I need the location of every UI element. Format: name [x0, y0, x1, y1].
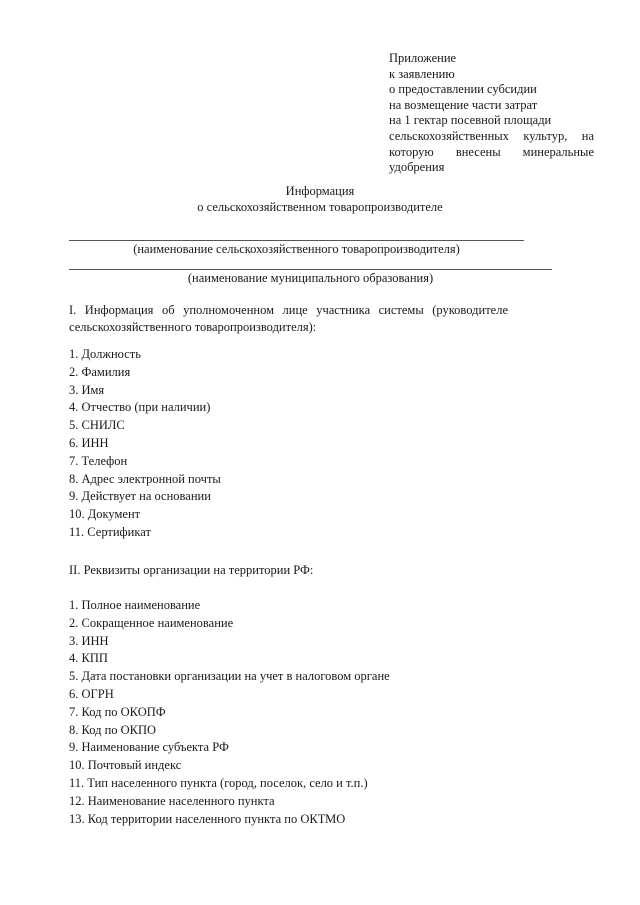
list-item: 13. Код территории населенного пункта по ОКТМО: [69, 811, 346, 826]
list-item: 7. Код по ОКОПФ: [69, 704, 166, 719]
list-item: 7. Телефон: [69, 453, 128, 468]
appendix-line: которую внесены минеральные: [389, 144, 594, 159]
appendix-line: удобрения: [389, 160, 445, 175]
section-1-heading-line: сельскохозяйственного товаропроизводителя):: [69, 319, 317, 334]
appendix-note: [389, 51, 594, 176]
document-subtitle: о сельскохозяйственном товаропроизводителе: [197, 200, 443, 214]
list-item: 9. Наименование субъекта РФ: [69, 740, 229, 755]
list-item: 12. Наименование населенного пункта: [69, 793, 275, 808]
list-item: 2. Фамилия: [69, 364, 131, 379]
list-item: 10. Документ: [69, 507, 141, 522]
municipality-caption: (наименование муниципального образования): [187, 271, 434, 285]
list-item: 5. СНИЛС: [69, 418, 125, 433]
list-item: 6. ОГРН: [69, 686, 114, 701]
section-1-heading: [69, 302, 508, 335]
section-2-heading-line: II. Реквизиты организации на территории РФ:: [69, 563, 314, 577]
section-1-list: [69, 346, 221, 542]
appendix-line: на 1 гектар посевной площади: [389, 113, 552, 128]
list-item: 8. Код по ОКПО: [69, 722, 157, 737]
appendix-line: на возмещение части затрат: [389, 97, 538, 112]
document-title: Информация: [285, 184, 355, 198]
list-item: 6. ИНН: [69, 435, 109, 450]
list-item: 5. Дата постановки организации на учет в налоговом органе: [69, 669, 390, 684]
section-2-list: [69, 597, 390, 828]
section-2-heading: [69, 562, 508, 579]
list-item: 9. Действует на основании: [69, 489, 211, 504]
list-item: 11. Тип населенного пункта (город, поселок, село и т.п.): [69, 775, 368, 790]
list-item: 3. ИНН: [69, 633, 109, 648]
appendix-line: к заявлению: [389, 66, 455, 81]
municipality-line: [69, 269, 552, 270]
list-item: 2. Сокращенное наименование: [69, 615, 234, 630]
list-item: 4. КПП: [69, 651, 108, 666]
list-item: 10. Почтовый индекс: [69, 758, 182, 773]
producer-name-caption: (наименование сельскохозяйственного товаропроизводителя): [133, 242, 460, 256]
appendix-line: Приложение: [389, 51, 457, 65]
appendix-line: о предоставлении субсидии: [389, 82, 537, 97]
appendix-line: сельскохозяйственных культур, на: [389, 128, 594, 143]
producer-name-line: [69, 240, 524, 241]
list-item: 4. Отчество (при наличии): [69, 400, 211, 415]
list-item: 11. Сертификат: [69, 524, 151, 539]
list-item: 8. Адрес электронной почты: [69, 471, 221, 486]
section-1-heading-line: I. Информация об уполномоченном лице участника системы (руководителе: [69, 303, 508, 317]
list-item: 1. Полное наименование: [69, 598, 201, 612]
list-item: 3. Имя: [69, 382, 105, 397]
list-item: 1. Должность: [69, 347, 141, 361]
